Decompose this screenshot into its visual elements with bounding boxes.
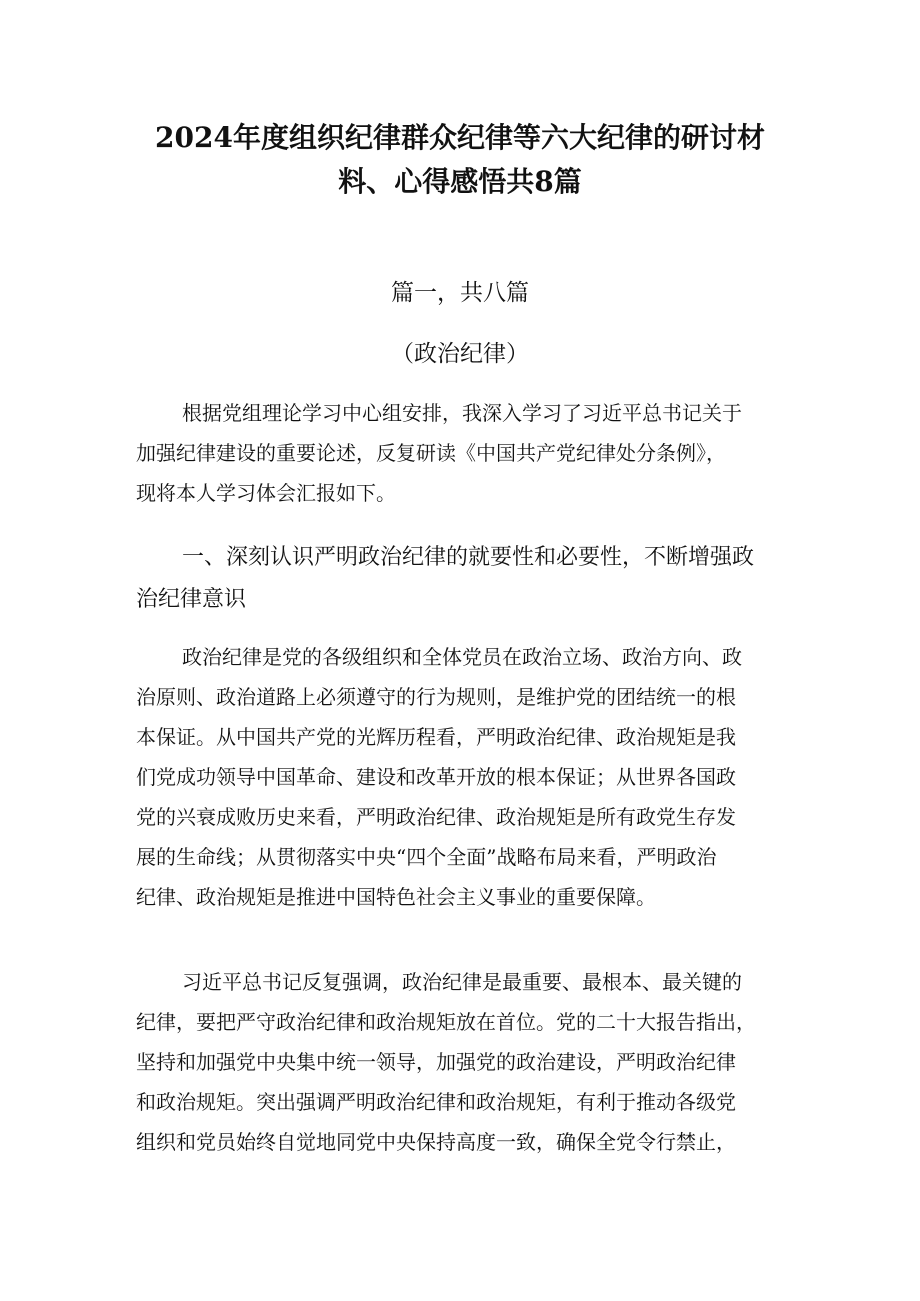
intro-paragraph <box>136 393 786 513</box>
paragraph-line: 展的生命线；从贯彻落实中央“四个全面”战略布局来看，严明政治 <box>136 845 717 869</box>
section-heading <box>136 537 796 621</box>
body-paragraph <box>136 637 786 917</box>
paragraph-line: 纪律、政治规矩是推进中国特色社会主义事业的重要保障。 <box>136 885 656 909</box>
title-line: 2024年度组织纪律群众纪律等六大纪律的研讨材 <box>155 121 765 154</box>
paragraph-line: 和政治规矩。突出强调严明政治纪律和政治规矩，有利于推动各级党 <box>136 1090 736 1114</box>
paragraph-line: 习近平总书记反复强调，政治纪律是最重要、最根本、最关键的 <box>182 970 742 994</box>
paragraph-line: 加强纪律建设的重要论述，反复研读《中国共产党纪律处分条例》， <box>136 441 726 465</box>
document-title <box>110 116 810 204</box>
body-paragraph <box>136 962 786 1162</box>
paragraph-line: 们党成功领导中国革命、建设和改革开放的根本保证；从世界各国政 <box>136 765 736 789</box>
title-line: 料、心得感悟共8篇 <box>338 165 582 198</box>
paragraph-line: 治原则、政治道路上必须遵守的行为规则，是维护党的团结统一的根 <box>136 685 736 709</box>
paragraph-line: 纪律，要把严守政治纪律和政治规矩放在首位。党的二十大报告指出， <box>136 1010 756 1034</box>
chapter-topic: （政治纪律） <box>391 341 529 367</box>
paragraph-line: 根据党组理论学习中心组安排，我深入学习了习近平总书记关于 <box>182 401 742 425</box>
paragraph-line: 组织和党员始终自觉地同党中央保持高度一致，确保全党令行禁止， <box>136 1130 736 1154</box>
heading-line: 治纪律意识 <box>136 587 247 612</box>
paragraph-line: 坚持和加强党中央集中统一领导，加强党的政治建设，严明政治纪律 <box>136 1050 736 1074</box>
heading-line: 一、深刻认识严明政治纪律的就要性和必要性，不断增强政 <box>182 545 755 570</box>
paragraph-line: 本保证。从中国共产党的光辉历程看，严明政治纪律、政治规矩是我 <box>136 725 736 749</box>
paragraph-line: 党的兴衰成败历史来看，严明政治纪律、政治规矩是所有政党生存发 <box>136 805 736 829</box>
paragraph-line: 政治纪律是党的各级组织和全体党员在政治立场、政治方向、政 <box>182 645 742 669</box>
chapter-subheading: 篇一，共八篇 <box>391 280 529 306</box>
paragraph-line: 现将本人学习体会汇报如下。 <box>136 481 396 505</box>
